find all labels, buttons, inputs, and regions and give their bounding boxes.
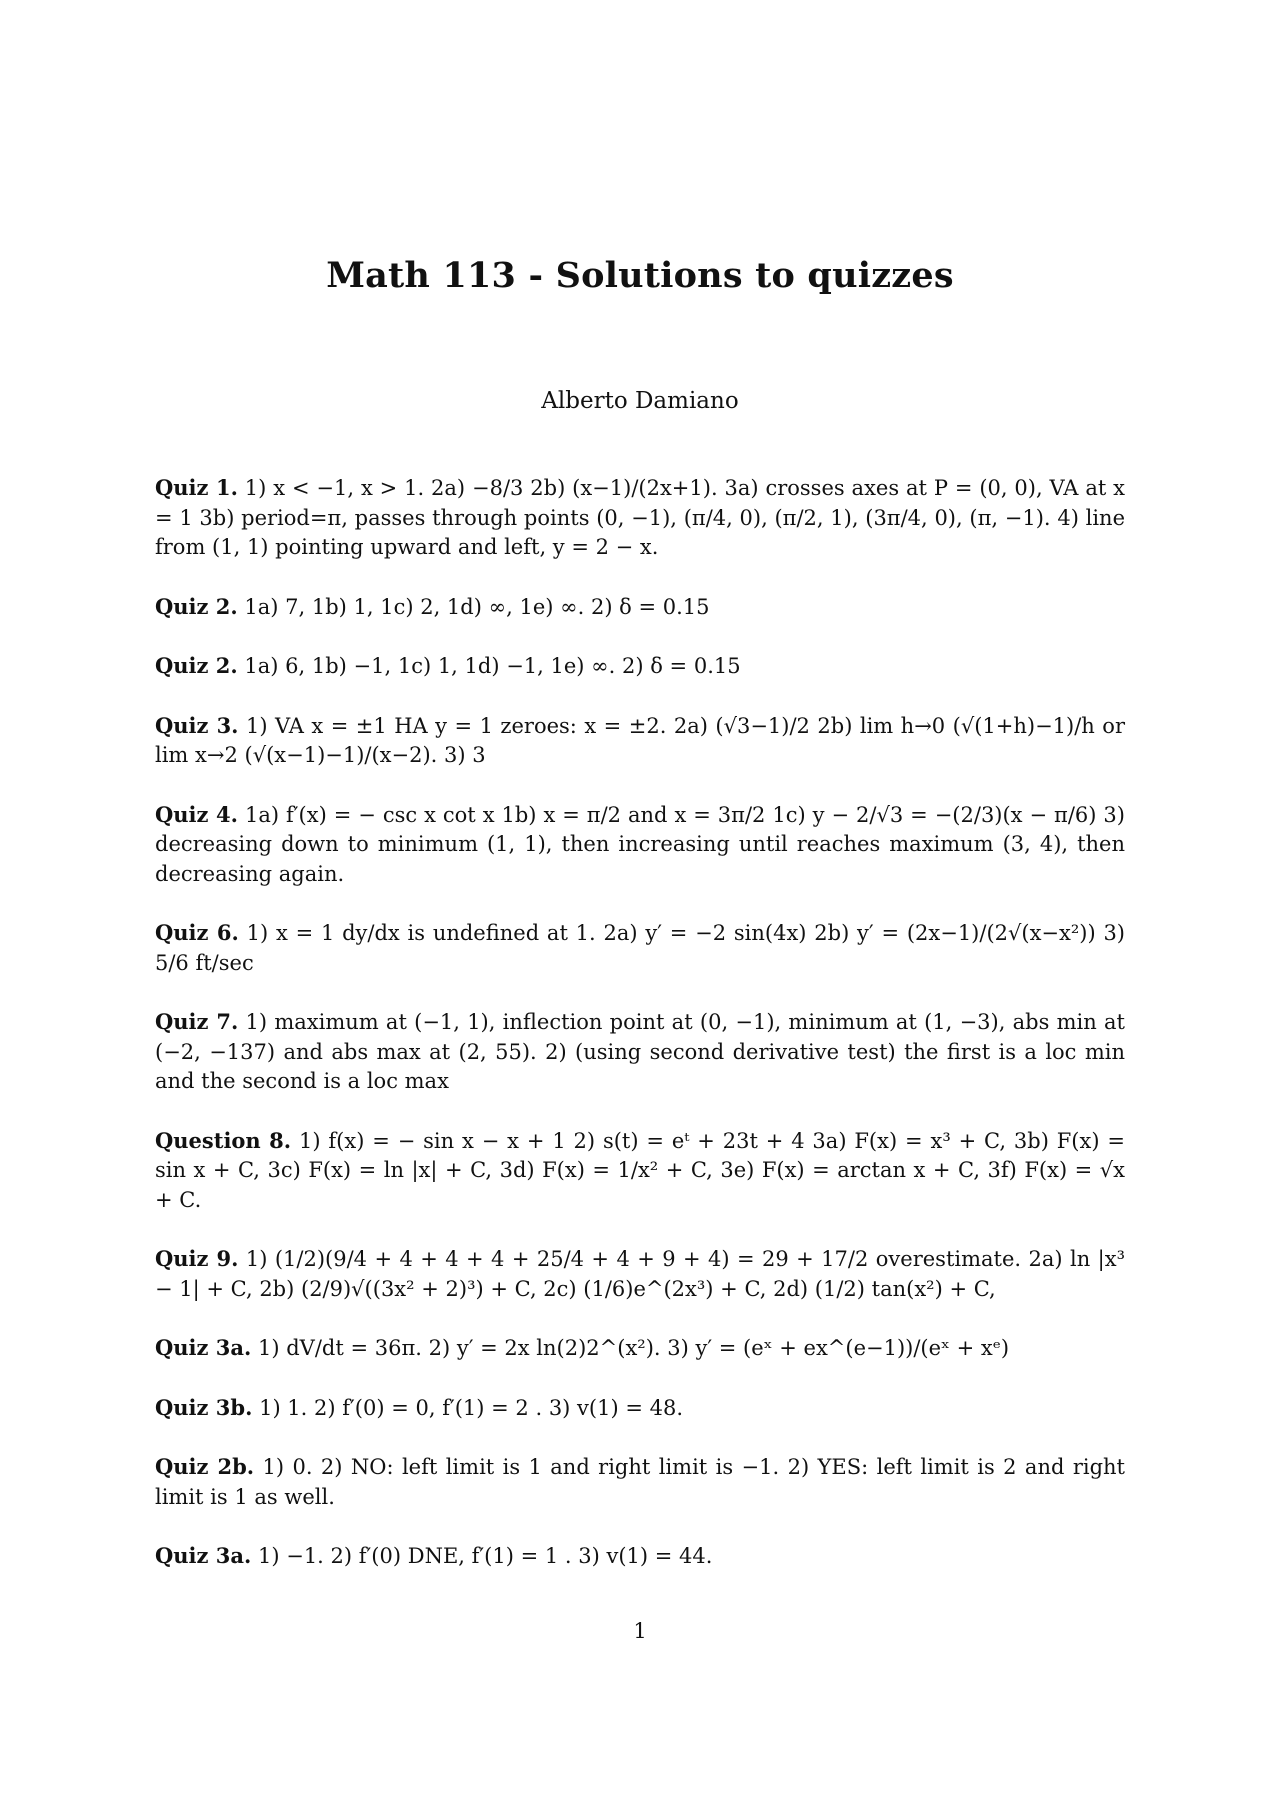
entry-quiz-6 (155, 918, 1125, 978)
entry-quiz-3a-second (155, 1541, 1125, 1572)
entry-text: 1) 1. 2) f′(0) = 0, f′(1) = 2 . 3) v(1) = 48. (259, 1395, 683, 1420)
entry-quiz-3b (155, 1393, 1125, 1424)
entry-quiz-4 (155, 800, 1125, 890)
document-title: Math 113 - Solutions to quizzes (326, 255, 954, 296)
entry-quiz-9 (155, 1244, 1125, 1304)
entry-label: Quiz 3a. (155, 1543, 252, 1568)
page-number: 1 (633, 1619, 647, 1643)
entry-quiz-3a (155, 1333, 1125, 1364)
entry-label: Quiz 2. (155, 653, 238, 678)
entry-label: Question 8. (155, 1127, 292, 1153)
entry-label: Quiz 3b. (155, 1394, 253, 1420)
entry-text: 1a) 7, 1b) 1, 1c) 2, 1d) ∞, 1e) ∞. 2) δ = 0.15 (244, 594, 710, 619)
entry-text: 1) f(x) = − sin x − x + 1 2) s(t) = eᵗ + 23t + 4 3a) F(x) = x³ + C, 3b) F(x) = sin x + C, 3c) F(x) = ln |x| + C, 3d) F(x) = 1/x² + C, 3e) F(x) = arctan x + C, 3f) F(x) = √x + C. (155, 1128, 1125, 1212)
entry-label: Quiz 9. (155, 1246, 239, 1271)
entry-text: 1) −1. 2) f′(0) DNE, f′(1) = 1 . 3) v(1) = 44. (258, 1544, 713, 1568)
entry-label: Quiz 1. (155, 475, 238, 500)
entry-label: Quiz 4. (155, 801, 238, 827)
entry-quiz-1 (155, 473, 1125, 563)
entry-text: 1) maximum at (−1, 1), inflection point at (0, −1), minimum at (1, −3), abs min at (−2, −137) and abs max at (2, 55). 2) (using second derivative test) the first is a loc min and the second is a loc max (155, 1010, 1125, 1093)
entry-text: 1a) 6, 1b) −1, 1c) 1, 1d) −1, 1e) ∞. 2) δ = 0.15 (244, 654, 741, 678)
entry-quiz-2-second (155, 651, 1125, 682)
entry-quiz-2 (155, 592, 1125, 623)
entry-text: 1) x = 1 dy/dx is undefined at 1. 2a) y′ = −2 sin(4x) 2b) y′ = (2x−1)/(2√(x−x²)) 3) 5/6 ft/sec (155, 921, 1126, 975)
entry-text: 1) VA x = ±1 HA y = 1 zeroes: x = ±2. 2a) (√3−1)/2 2b) lim h→0 (√(1+h)−1)/h or lim x→2 (√(x−1)−1)/(x−2). 3) 3 (155, 713, 1125, 767)
solutions-list (155, 473, 1125, 1572)
entry-quiz-7 (155, 1007, 1125, 1097)
entry-label: Quiz 2b. (155, 1454, 255, 1479)
entry-label: Quiz 3. (155, 712, 239, 738)
entry-quiz-2b (155, 1452, 1125, 1512)
entry-question-8 (155, 1126, 1125, 1216)
entry-text: 1) x < −1, x > 1. 2a) −8/3 2b) (x−1)/(2x+1). 3a) crosses axes at P = (0, 0), VA at x = 1 3b) period=π, passes through points (0, −1), (π/4, 0), (π/2, 1), (3π/4, 0), (π, −1). 4) line from (1, 1) pointing upward and left, y = 2 − x. (155, 476, 1125, 559)
entry-text: 1a) f′(x) = − csc x cot x 1b) x = π/2 and x = 3π/2 1c) y − 2/√3 = −(2/3)(x − π/6) 3) decreasing down to minimum (1, 1), then increasing until reaches maximum (3, 4), then decreasing again. (155, 802, 1125, 886)
entry-label: Quiz 6. (155, 920, 239, 945)
entry-quiz-3 (155, 711, 1125, 771)
entry-text: 1) dV/dt = 36π. 2) y′ = 2x ln(2)2^(x²). 3) y′ = (eˣ + ex^(e−1))/(eˣ + xᵉ) (258, 1336, 1010, 1360)
document-author: Alberto Damiano (541, 388, 739, 414)
entry-text: 1) 0. 2) NO: left limit is 1 and right limit is −1. 2) YES: left limit is 2 and right limit is 1 as well. (155, 1455, 1125, 1509)
entry-label: Quiz 3a. (155, 1335, 252, 1360)
entry-label: Quiz 7. (155, 1009, 239, 1034)
entry-label: Quiz 2. (155, 593, 238, 619)
entry-text: 1) (1/2)(9/4 + 4 + 4 + 4 + 25/4 + 4 + 9 + 4) = 29 + 17/2 overestimate. 2a) ln |x³ − 1| + C, 2b) (2/9)√((3x² + 2)³) + C, 2c) (1/6)e^(2x³) + C, 2d) (1/2) tan(x²) + C, (155, 1247, 1125, 1301)
